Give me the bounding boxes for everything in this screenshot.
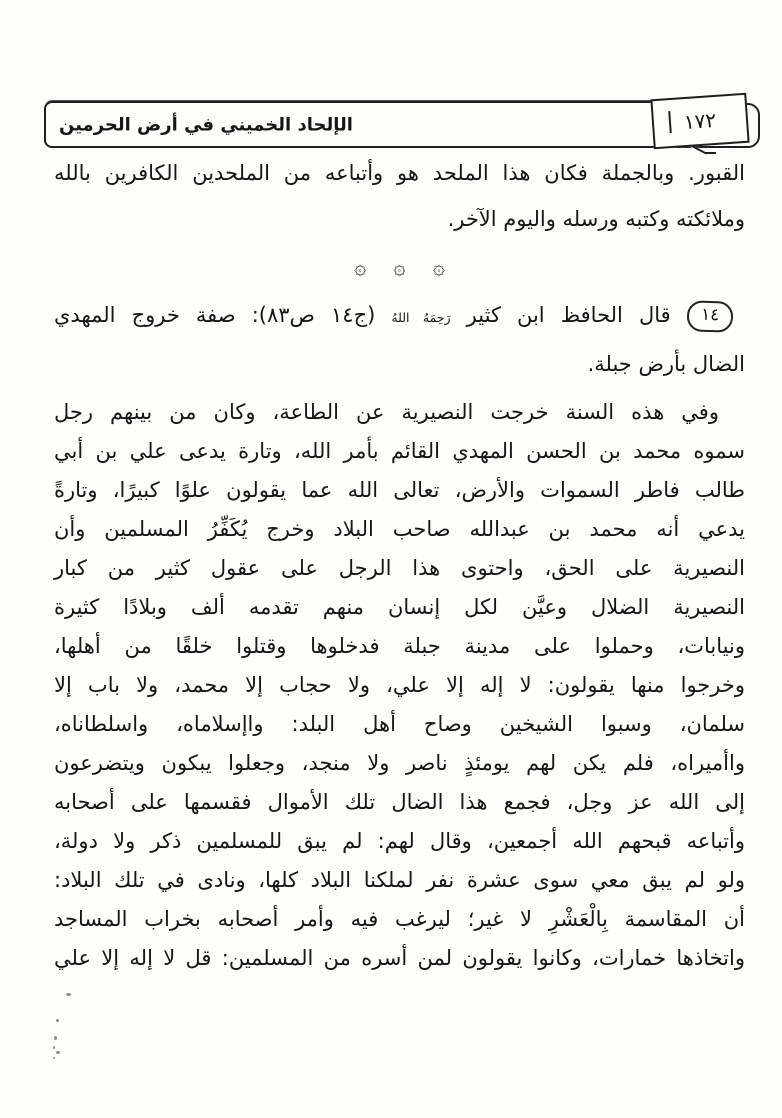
scan-speck bbox=[56, 1019, 59, 1022]
text-line: النصيرية على الحق، واحتوى هذا الرجل على عقول كثير من كبار bbox=[54, 556, 745, 580]
text-line: ولو لم يبق معي سوى عشرة نفر لملكنا البلاد كلها، ونادى في تلك البلاد: bbox=[54, 868, 745, 892]
rub-el-hizb-ornament-icon: ۞ bbox=[353, 255, 367, 279]
scan-speck bbox=[54, 1036, 57, 1040]
honorific-rahimahullah: رَحِمَهُ اللهُ bbox=[391, 310, 451, 325]
section-divider bbox=[54, 244, 745, 290]
text-line: وملائكته وكتبه ورسله واليوم الآخر. bbox=[447, 207, 745, 231]
text-line: وفي هذه السنة خرجت النصيرية عن الطاعة، وكان من بينهم رجل bbox=[54, 400, 719, 424]
rub-el-hizb-ornament-icon: ۞ bbox=[393, 255, 406, 279]
scan-speck bbox=[53, 1046, 55, 1049]
text-line: القبور. وبالجملة فكان هذا الملحد هو وأتباعه من الملحدين الكافرين بالله bbox=[54, 161, 745, 185]
text-line: واأميراه، فلم يكن لهم يومئذٍ ناصر ولا منجد، وجعلوا يبكون ويتضرعون bbox=[54, 751, 745, 775]
item-number-badge: ١٤ bbox=[686, 300, 733, 333]
text-line: يدعي أنه محمد بن عبدالله صاحب البلاد وخرج يُكَفِّرُ المسلمين وأن bbox=[54, 517, 745, 541]
text-line: أن المقاسمة بِالْعَشْرِ لا غير؛ ليرغب فيه وأمر أصحابه بخراب المساجد bbox=[54, 907, 745, 931]
main-paragraph bbox=[54, 393, 745, 978]
page-number-banner bbox=[650, 93, 749, 150]
text-line: إلى الله عز وجل، فجمع هذا الضال تلك الأموال فقسمها على أصحابه bbox=[54, 790, 745, 814]
text-line: وأتباعه قبحهم الله أجمعين، وقال لهم: لم يبق للمسلمين ذكر ولا دولة، bbox=[54, 829, 745, 853]
item-text: (ج١٤ ص٨٣): صفة خروج المهدي bbox=[54, 303, 376, 327]
text-line: واتخاذها خمارات، وكانوا يقولون لمن أسره من المسلمين: قل لا إله إلا علي bbox=[54, 946, 745, 970]
text-line: ونيابات، وحملوا على مدينة جبلة فدخلوها وقتلوا خلقًا من أهلها، bbox=[54, 634, 745, 658]
item-heading-line: الضال بأرض جبلة. bbox=[587, 352, 745, 376]
banner-tick-mark bbox=[668, 111, 672, 133]
item-text: قال الحافظ ابن كثير bbox=[466, 303, 671, 327]
text-line: سلمان، وسبوا الشيخين وصاح أهل البلد: واإسلاماه، واسلطاناه، bbox=[54, 712, 745, 736]
scan-speck bbox=[56, 1051, 60, 1054]
intro-paragraph bbox=[54, 150, 745, 242]
text-line: وخرجوا منها يقولون: لا إله إلا علي، ولا حجاب إلا محمد، ولا باب إلا bbox=[54, 673, 745, 697]
book-title: الإلحاد الخميني في أرض الحرمين bbox=[59, 114, 353, 135]
page-content bbox=[54, 150, 745, 978]
header-title-bar bbox=[44, 101, 698, 148]
scan-speck bbox=[66, 993, 71, 996]
text-line: النصيرية الضلال وعيَّن لكل إنسان منهم تقدمه ألف وبلادًا كثيرة bbox=[54, 595, 745, 619]
numbered-item-14 bbox=[54, 292, 745, 388]
rub-el-hizb-ornament-icon: ۞ bbox=[432, 255, 446, 279]
page-number: ١٧٢ bbox=[683, 107, 717, 135]
text-line: سموه محمد بن الحسن المهدي القائم بأمر الله، وتارة يدعى علي بن أبي bbox=[54, 439, 745, 463]
item-heading-line bbox=[54, 292, 745, 341]
text-line: طالب فاطر السموات والأرض، تعالى الله عما يقولون علوًا كبيرًا، وتارةً bbox=[54, 478, 745, 502]
scan-speck bbox=[53, 1057, 55, 1059]
